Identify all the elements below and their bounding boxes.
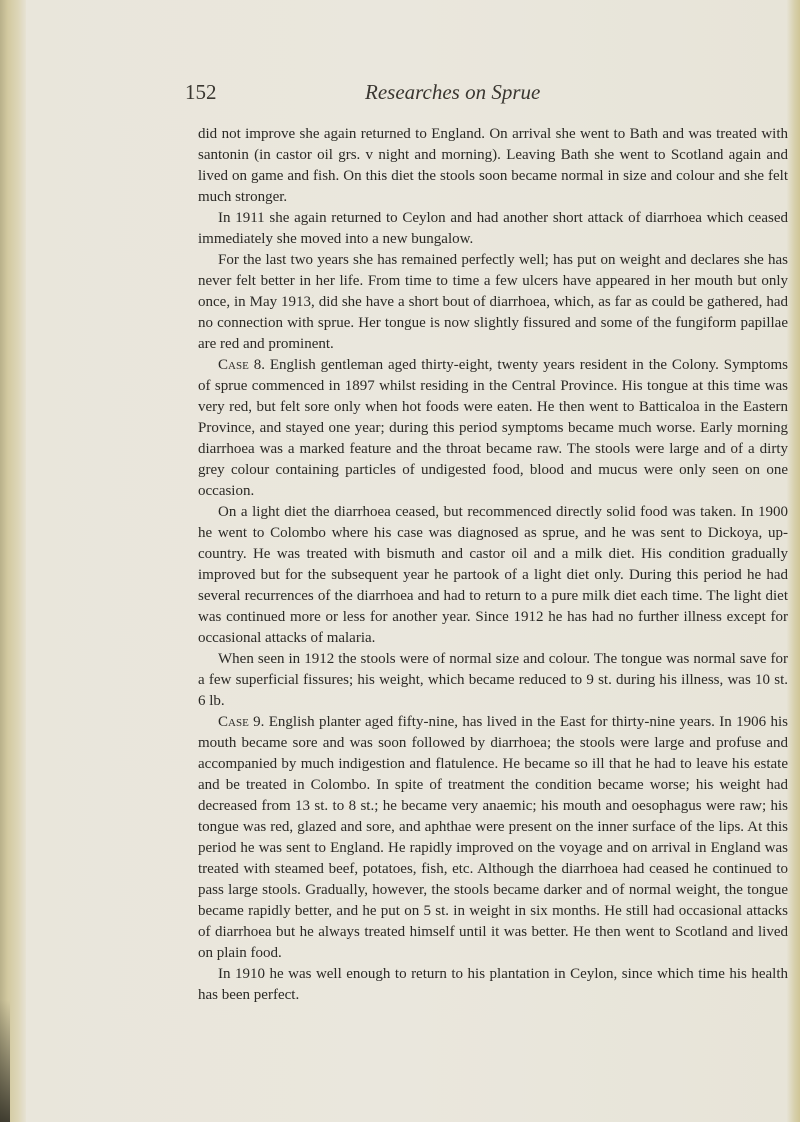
page-edge: [786, 0, 800, 1122]
paragraph-text: For the last two years she has remained perfectly well; has put on weight and declares she has never felt better in her life. From time to time a few ulcers have appeared in her mouth but only once, in May 1913, did she have a short bout of diarrhoea, which, as far as could be gathered, had no connection with sprue. Her tongue is now slightly fissured and some of the fungiform papillae are red and prominent.: [198, 252, 788, 352]
paragraph: [198, 964, 788, 1006]
paragraph: [198, 649, 788, 712]
running-head: [185, 80, 605, 110]
paragraph-text: When seen in 1912 the stools were of normal size and colour. The tongue was normal save for a few superficial fissures; his weight, which became reduced to 9 st. during his illness, was 10 st. 6 lb.: [198, 651, 788, 709]
paragraph: [198, 250, 788, 355]
running-title: Researches on Sprue: [365, 80, 541, 104]
page-number: 152: [185, 80, 217, 104]
paragraph-text: did not improve she again returned to England. On arrival she went to Bath and was treated with santonin (in castor oil grs. v night and morning). Leaving Bath she went to Scotland again and lived on game and fish. On this diet the stools soon became normal in size and colour and she felt much stronger.: [198, 126, 788, 205]
case-label: Case 9.: [218, 714, 265, 730]
paragraph: [198, 208, 788, 250]
paragraph: [198, 502, 788, 649]
paragraph-text: English gentleman aged thirty-eight, twenty years resident in the Colony. Symptoms of sprue commenced in 1897 whilst residing in the Central Province. His tongue at this time was very red, but felt sore only when hot foods were eaten. He then went to Batticaloa in the Eastern Province, and stayed one year; during this period symptoms became much worse. Early morning diarrhoea was a marked feature and the throat became raw. The stools were large and of a dirty grey colour containing particles of undigested food, blood and mucus were only seen on one occasion.: [198, 357, 788, 499]
paragraph-text: In 1911 she again returned to Ceylon and had another short attack of diarrhoea which ceased immediately she moved into a new bungalow.: [198, 210, 788, 247]
paragraph-text: On a light diet the diarrhoea ceased, but recommenced directly solid food was taken. In 1900 he went to Colombo where his case was diagnosed as sprue, and he was sent to Dickoya, up-country. He was treated with bismuth and castor oil and a milk diet. His condition gradually improved but for the subsequent year he partook of a light diet only. During this period he had several recurrences of the diarrhoea and had to return to a pure milk diet each time. The light diet was continued more or less for another year. Since 1912 he has had no further illness except for occasional attacks of malaria.: [198, 504, 788, 646]
binding-shadow: [0, 1000, 10, 1122]
binding-gutter: [0, 0, 26, 1122]
case-paragraph: [198, 712, 788, 964]
paragraph: [198, 124, 788, 208]
paragraph-text: In 1910 he was well enough to return to his plantation in Ceylon, since which time his health has been perfect.: [198, 966, 788, 1003]
paragraph-text: English planter aged fifty-nine, has lived in the East for thirty-nine years. In 1906 his mouth became sore and was soon followed by diarrhoea; the stools were large and profuse and accompanied by much indigestion and flatulence. He became so ill that he had to leave his estate and be treated in Colombo. In spite of treatment the condition became worse; his weight had decreased from 13 st. to 8 st.; he became very anaemic; his mouth and oesophagus were raw; his tongue was red, glazed and sore, and aphthae were present on the inner surface of the lips. At this period he was sent to England. He rapidly improved on the voyage and on arrival in England was treated with steamed beef, potatoes, fish, etc. Although the diarrhoea had ceased he continued to pass large stools. Gradually, however, the stools became darker and of normal weight, the tongue became rapidly better, and he put on 5 st. in weight in six months. He still had occasional attacks of diarrhoea but he always treated himself until it was better. He then went to Scotland and lived on plain food.: [198, 714, 788, 961]
body-text: [198, 124, 788, 1006]
case-paragraph: [198, 355, 788, 502]
case-label: Case 8.: [218, 357, 265, 373]
